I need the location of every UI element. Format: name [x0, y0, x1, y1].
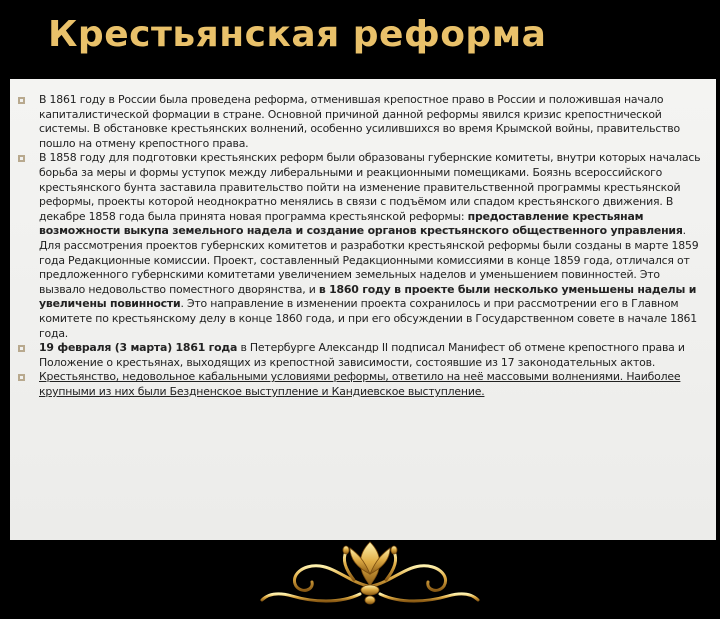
title-band	[0, 0, 720, 79]
bullet-item	[10, 341, 716, 370]
slide-title: Крестьянская реформа	[48, 14, 547, 55]
bullet-item	[10, 370, 716, 399]
square-bullet-icon	[18, 97, 25, 104]
square-bullet-icon	[18, 155, 25, 162]
content-area	[10, 79, 716, 540]
bullet-list	[10, 93, 716, 399]
bullet-text: . Для рассмотрения проектов губернских комитетов и разработки крестьянской реформы были созданы в марте 1859 года Редакционные комиссии. Проект, составленный Редакционными комиссиями в конце 1859 года, отличался от предложенного губернскими комитетами увеличением земельных наделов и уменьшением повинностей. Это вызвало недовольство поместного дворянства, и	[39, 224, 699, 296]
bullet-text: В 1858 году для подготовки крестьянских реформ были образованы губернские комитеты, внутри которых началась борьба за меры и формы уступок между либеральными и реакционными помещиками. Боязнь всероссийского крестьянского бунта заставила правительство пойти на изменение правительственной программы крестьянской реформы, проекты которой неоднократно менялись в связи с подъёмом или спадом крестьянского движения. В декабре 1858 года была принята новая программа крестьянской реформы:	[39, 151, 701, 223]
bullet-item	[10, 93, 716, 151]
bullet-text: в Петербурге Александр II подписал Манифест об отмене крепостного права и Положение о крестьянах, выходящих из крепостной зависимости, состоявшие из 17 законодательных актов.	[39, 341, 685, 369]
bold-text: в 1860 году в проекте были несколько уменьшены наделы и увеличены повинности	[39, 282, 697, 311]
bold-date: 19 февраля (3 марта) 1861 года	[39, 341, 238, 355]
square-bullet-icon	[18, 345, 25, 352]
square-bullet-icon	[18, 374, 25, 381]
bullet-text-underlined: Крестьянство, недовольное кабальными условиями реформы, ответило на неё массовыми волнениями. Наиболее крупными из них были Бездненское выступление и Кандиевское выступление.	[39, 370, 681, 398]
bullet-text: В 1861 году в России была проведена реформа, отменившая крепостное право в России и положившая начало капиталистической формации в стране. Основной причиной данной реформы явился кризис крепостнической системы. В обстановке крестьянских волнений, особенно усилившихся во время Крымской войны, правительство пошло на отмену крепостного права.	[39, 93, 680, 150]
bullet-item	[10, 151, 716, 341]
bold-text: предоставление крестьянам возможности выкупа земельного надела и создание органов крестьянского общественного управления	[39, 209, 683, 238]
bullet-text: . Это направление в изменении проекта сохранилось и при рассмотрении его в Главном комитете по крестьянскому делу в конце 1860 года, и при его обсуждении в Государственном совете в начале 1861 года.	[39, 297, 698, 340]
gold-tulip-ornament	[250, 524, 490, 619]
